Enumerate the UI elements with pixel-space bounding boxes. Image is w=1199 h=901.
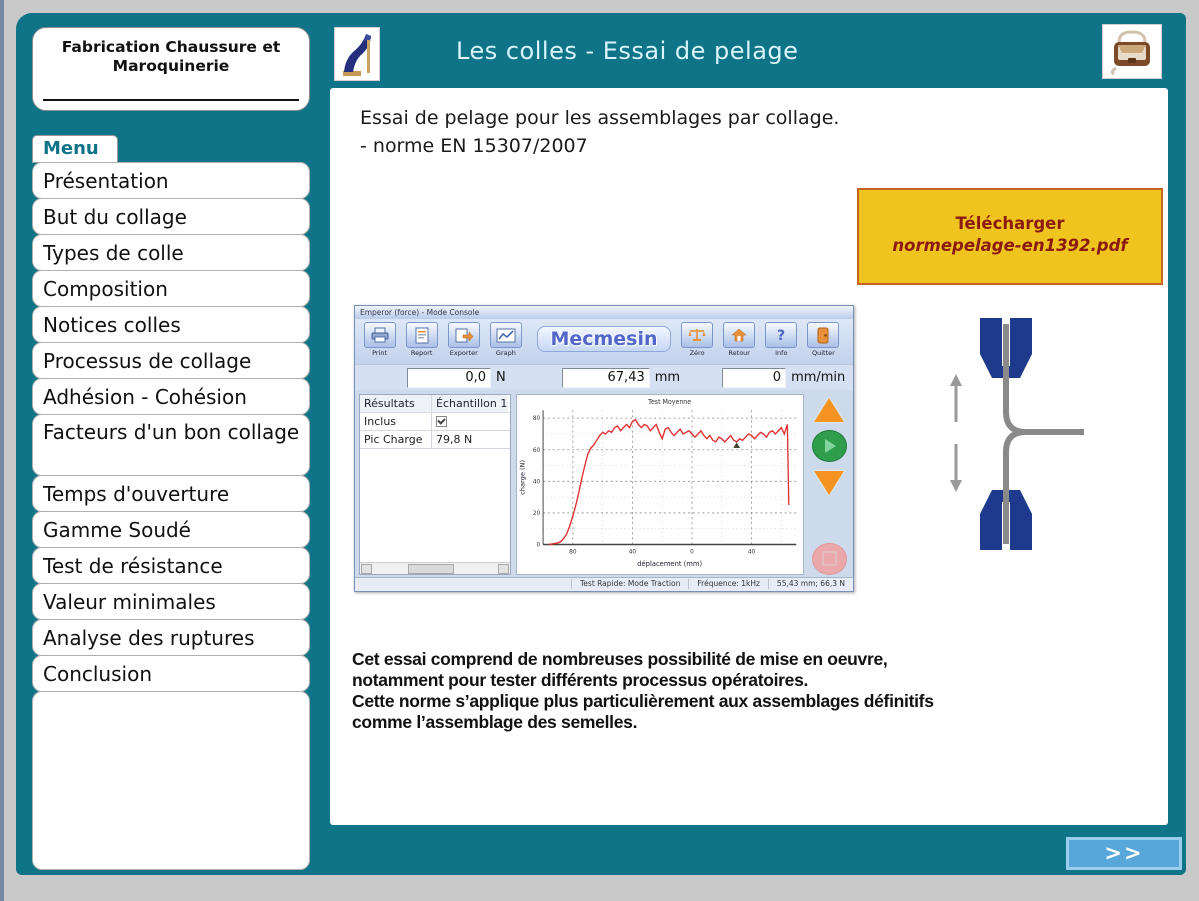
status-position-load: 55,43 mm; 66,3 N: [768, 579, 853, 589]
svg-text:?: ?: [777, 328, 786, 343]
svg-text:40: 40: [747, 548, 756, 556]
exporter-label: Exporter: [449, 349, 478, 357]
report-label: Report: [410, 349, 433, 357]
printer-icon: [364, 322, 396, 348]
svg-text:0: 0: [536, 541, 541, 549]
mecmesin-statusbar: [355, 577, 853, 591]
peel-test-diagram: [932, 310, 1092, 558]
peel-diagram-svg: [932, 310, 1092, 558]
scroll-left-arrow[interactable]: [361, 564, 372, 574]
pic-charge-value: 79,8 N: [436, 432, 473, 446]
svg-text:80: 80: [569, 548, 577, 556]
download-filename: normepelage-en1392.pdf: [892, 236, 1128, 255]
export-icon: [448, 322, 480, 348]
svg-text:80: 80: [532, 414, 541, 423]
app-background: [16, 13, 1186, 875]
scroll-right-arrow[interactable]: [498, 564, 509, 574]
status-frequency: Fréquence: 1kHz: [688, 579, 768, 589]
zero-label: Zéro: [689, 349, 705, 357]
jog-down-button[interactable]: [814, 471, 844, 495]
table-horizontal-scrollbar[interactable]: [360, 562, 510, 574]
inclus-checkbox[interactable]: [436, 416, 447, 427]
results-header: Résultats: [360, 395, 432, 412]
next-page-button[interactable]: >>: [1066, 837, 1182, 870]
graph-button[interactable]: [487, 322, 524, 357]
intro-line-1: Essai de pelage pour les assemblages par collage.: [360, 107, 840, 129]
mecmesin-window: [354, 305, 854, 592]
print-label: Print: [372, 349, 388, 357]
mecmesin-logo: Mecmesin: [537, 326, 670, 352]
exit-door-icon: [807, 322, 839, 348]
displacement-readout: 67,43: [562, 368, 650, 388]
graph-icon: [490, 322, 522, 348]
peel-test-graph: [516, 394, 804, 575]
body-paragraph: [352, 649, 1132, 733]
bag-photo-icon: [1102, 24, 1162, 79]
scrollbar-thumb[interactable]: [408, 564, 454, 574]
page-title: Les colles - Essai de pelage: [456, 37, 799, 65]
displacement-unit: mm: [654, 370, 681, 386]
status-test-mode: Test Rapide: Mode Traction: [571, 579, 688, 589]
brand-title-text: Fabrication Chaussure et Maroquinerie: [61, 38, 281, 75]
pic-charge-row-label: Pic Charge: [360, 431, 432, 448]
info-label: Info: [775, 349, 788, 357]
force-readout: 0,0: [407, 368, 491, 388]
results-table: [359, 394, 511, 575]
direction-arrows: [950, 374, 962, 492]
brand-title: [32, 27, 310, 111]
page-header: [326, 21, 1170, 87]
sidebar-item-test-de-resistance[interactable]: Test de résistance: [32, 547, 310, 584]
sidebar: [32, 27, 310, 870]
print-button[interactable]: [361, 322, 398, 357]
quitter-label: Quitter: [812, 349, 835, 357]
speed-readout: 0: [722, 368, 786, 388]
sidebar-item-types-de-colle[interactable]: Types de colle: [32, 234, 310, 271]
download-label: Télécharger: [955, 214, 1065, 233]
stop-test-button[interactable]: [812, 543, 847, 575]
svg-text:0: 0: [690, 548, 694, 556]
home-icon: [723, 322, 755, 348]
high-heel-shoe-icon: [337, 30, 377, 78]
svg-text:40: 40: [628, 548, 637, 556]
paragraph-line-3: Cette norme s’applique plus particulièrement aux assemblages définitifs: [352, 691, 934, 711]
info-button[interactable]: [763, 322, 800, 357]
sidebar-item-adhesion-cohesion[interactable]: Adhésion - Cohésion: [32, 378, 310, 415]
sample-header: Échantillon 1: [432, 395, 508, 412]
report-button[interactable]: [403, 322, 440, 357]
svg-text:Test Moyenne: Test Moyenne: [648, 397, 692, 407]
sidebar-item-facteurs-bon-collage[interactable]: Facteurs d'un bon collage: [32, 414, 310, 476]
brand-underline: [43, 99, 299, 101]
content-panel: [330, 88, 1168, 825]
retour-button[interactable]: [721, 322, 758, 357]
sidebar-item-gamme-soude[interactable]: Gamme Soudé: [32, 511, 310, 548]
force-unit: N: [496, 370, 506, 386]
exporter-button[interactable]: [445, 322, 482, 357]
download-pdf-button[interactable]: [857, 188, 1163, 285]
sidebar-empty-panel: [32, 691, 310, 870]
svg-text:déplacement (mm): déplacement (mm): [637, 559, 703, 568]
svg-text:60: 60: [532, 446, 541, 454]
sidebar-item-but-du-collage[interactable]: But du collage: [32, 198, 310, 235]
speed-unit: mm/min: [791, 370, 846, 386]
inclus-row-label: Inclus: [360, 413, 432, 430]
paragraph-line-1: Cet essai comprend de nombreuses possibilité de mise en oeuvre,: [352, 649, 888, 669]
sidebar-item-presentation[interactable]: Présentation: [32, 162, 310, 199]
question-mark-icon: [765, 322, 797, 348]
paragraph-line-4: comme l’assemblage des semelles.: [352, 712, 638, 732]
svg-text:20: 20: [532, 509, 541, 517]
shoe-photo-icon: [334, 27, 380, 81]
sidebar-item-conclusion[interactable]: Conclusion: [32, 655, 310, 692]
menu-label: Menu: [32, 135, 118, 163]
sidebar-item-analyse-des-ruptures[interactable]: Analyse des ruptures: [32, 619, 310, 656]
mecmesin-titlebar: Emperor (force) - Mode Console: [355, 306, 853, 319]
sidebar-item-processus-de-collage[interactable]: Processus de collage: [32, 342, 310, 379]
report-icon: [406, 322, 438, 348]
sidebar-item-temps-ouverture[interactable]: Temps d'ouverture: [32, 475, 310, 512]
svg-text:40: 40: [532, 478, 541, 486]
sidebar-item-valeur-minimales[interactable]: Valeur minimales: [32, 583, 310, 620]
sidebar-item-composition[interactable]: Composition: [32, 270, 310, 307]
mecmesin-body: [355, 390, 853, 577]
menu-list: [32, 163, 310, 692]
svg-text:charge (N): charge (N): [518, 459, 527, 495]
zero-button[interactable]: [679, 322, 716, 357]
intro-text: [360, 104, 839, 160]
sidebar-item-notices-colles[interactable]: Notices colles: [32, 306, 310, 343]
graph-label: Graph: [495, 349, 516, 357]
jog-up-button[interactable]: [814, 398, 844, 422]
machine-controls: [809, 394, 849, 575]
scale-icon: [681, 322, 713, 348]
paragraph-line-2: notamment pour tester différents processus opératoires.: [352, 670, 809, 690]
start-test-button[interactable]: [812, 430, 847, 462]
mecmesin-readouts: [355, 364, 853, 389]
leather-bag-icon: [1106, 28, 1158, 76]
chart-canvas: [517, 395, 803, 574]
intro-line-2: - norme EN 15307/2007: [360, 135, 588, 157]
mecmesin-toolbar: [355, 319, 853, 364]
quitter-button[interactable]: [805, 322, 842, 357]
retour-label: Retour: [728, 349, 750, 357]
